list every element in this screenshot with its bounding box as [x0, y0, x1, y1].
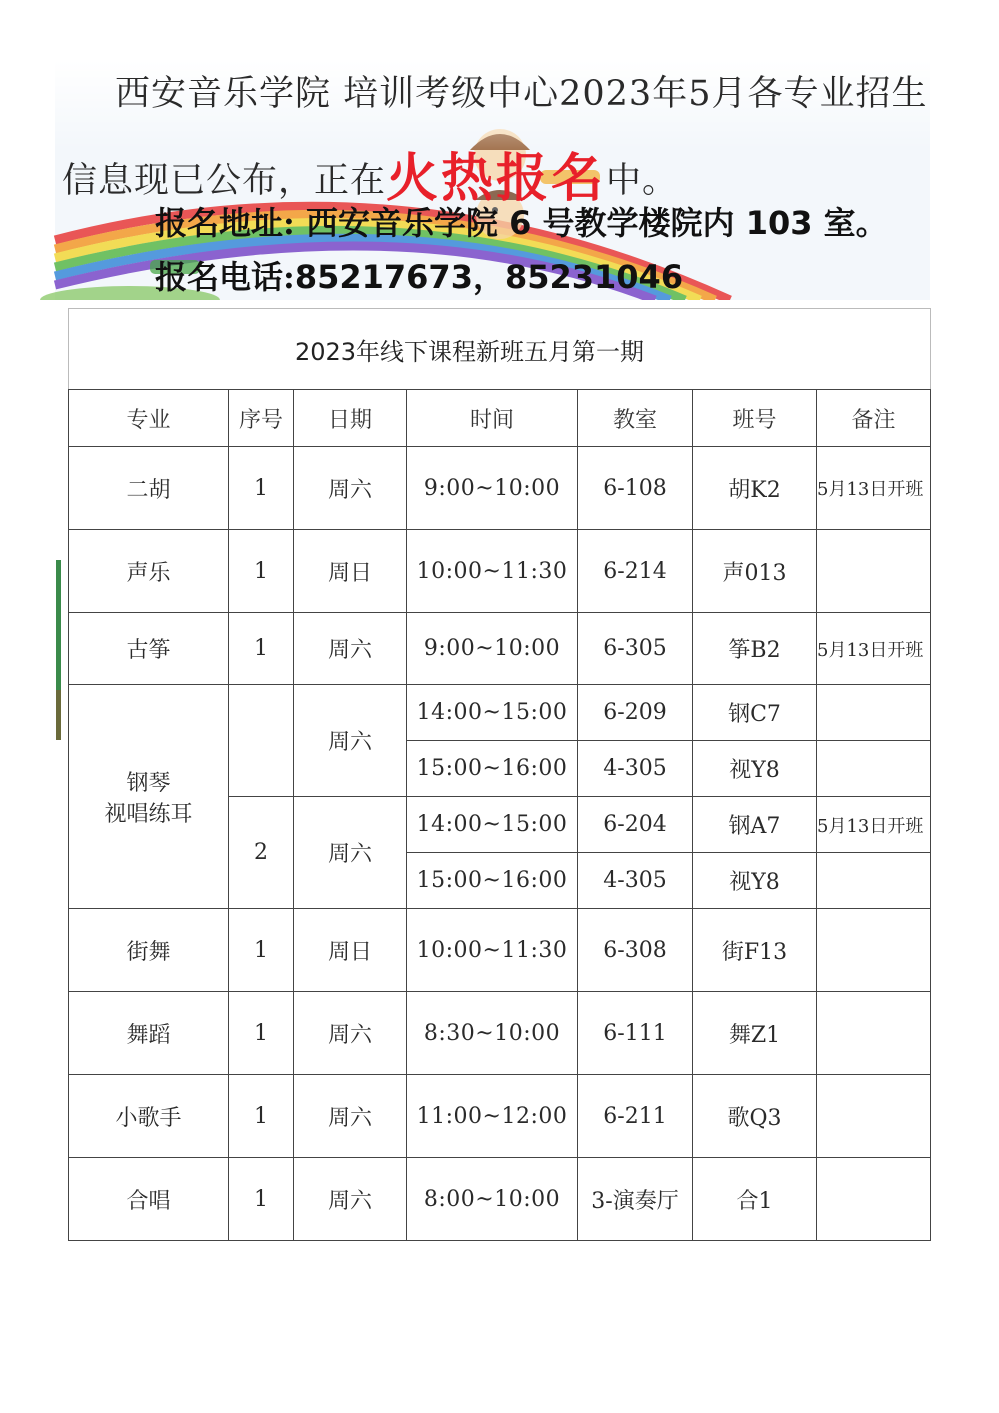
cell-room: 3-演奏厅 — [578, 1158, 693, 1241]
cell-seq: 1 — [229, 530, 294, 613]
cell-class: 视Y8 — [693, 741, 817, 797]
cell-room: 6-211 — [578, 1075, 693, 1158]
cell-major-piano — [69, 685, 229, 909]
cell-day: 周日 — [294, 530, 407, 613]
cell-seq: 1 — [229, 909, 294, 992]
cell-note — [817, 853, 931, 909]
cell-note — [817, 992, 931, 1075]
cell-class: 声013 — [693, 530, 817, 613]
address-room-number: 103 — [745, 204, 813, 242]
table-caption — [69, 309, 931, 390]
schedule-table — [68, 308, 931, 1241]
cell-note — [817, 530, 931, 613]
cell-time: 10:00~11:30 — [407, 909, 578, 992]
cell-note: 5月13日开班 — [817, 797, 931, 853]
cell-day: 周六 — [294, 1075, 407, 1158]
cell-note — [817, 909, 931, 992]
table-row — [69, 909, 931, 992]
header-day: 日期 — [294, 390, 407, 447]
registration-phone — [155, 252, 683, 298]
cell-note: 5月13日开班 — [817, 613, 931, 685]
cell-time: 8:30~10:00 — [407, 992, 578, 1075]
header-class: 班号 — [693, 390, 817, 447]
address-value-e: 室。 — [812, 204, 888, 242]
phone-label: 报名电话: — [155, 258, 295, 296]
table-header-row — [69, 390, 931, 447]
cell-class: 胡K2 — [693, 447, 817, 530]
cell-time: 15:00~16:00 — [407, 853, 578, 909]
cell-room: 6-214 — [578, 530, 693, 613]
cell-major: 小歌手 — [69, 1075, 229, 1158]
cell-class: 钢C7 — [693, 685, 817, 741]
cell-time: 9:00~10:00 — [407, 613, 578, 685]
cell-room: 6-209 — [578, 685, 693, 741]
cell-seq: 1 — [229, 992, 294, 1075]
table-row — [69, 992, 931, 1075]
cell-day: 周六 — [294, 685, 407, 797]
cell-time: 9:00~10:00 — [407, 447, 578, 530]
cell-day: 周六 — [294, 797, 407, 909]
registration-address — [155, 198, 888, 244]
cell-class: 街F13 — [693, 909, 817, 992]
cell-major: 街舞 — [69, 909, 229, 992]
cell-day: 周六 — [294, 992, 407, 1075]
cell-room: 4-305 — [578, 741, 693, 797]
piano-major-line-1: 钢琴 — [126, 770, 171, 796]
cell-major: 舞蹈 — [69, 992, 229, 1075]
cell-time: 14:00~15:00 — [407, 797, 578, 853]
header-note: 备注 — [817, 390, 931, 447]
cell-room: 6-308 — [578, 909, 693, 992]
cell-class: 视Y8 — [693, 853, 817, 909]
table-row — [69, 613, 931, 685]
cell-day: 周日 — [294, 909, 407, 992]
table-caption-text: 2023年线下课程新班五月第一期 — [294, 337, 645, 366]
cell-note — [817, 1158, 931, 1241]
cell-major: 古筝 — [69, 613, 229, 685]
cell-time: 10:00~11:30 — [407, 530, 578, 613]
cell-time: 14:00~15:00 — [407, 685, 578, 741]
header-seq: 序号 — [229, 390, 294, 447]
cell-class: 歌Q3 — [693, 1075, 817, 1158]
cell-room: 4-305 — [578, 853, 693, 909]
header-line-1: 西安音乐学院 培训考级中心2023年5月各专业招生 — [115, 74, 928, 114]
header-line-2-start: 信息现已公布，正在 — [62, 161, 387, 201]
table-row — [69, 530, 931, 613]
cell-day: 周六 — [294, 1158, 407, 1241]
cell-day: 周六 — [294, 613, 407, 685]
cell-room: 6-111 — [578, 992, 693, 1075]
header-banner — [0, 0, 999, 300]
header-time: 时间 — [407, 390, 578, 447]
header-major: 专业 — [69, 390, 229, 447]
address-value-a: 西安音乐学院 — [305, 204, 510, 242]
cell-class: 合1 — [693, 1158, 817, 1241]
address-value-c: 号教学楼院内 — [531, 204, 746, 242]
cell-time: 11:00~12:00 — [407, 1075, 578, 1158]
table-row — [69, 1075, 931, 1158]
table-row — [69, 685, 931, 741]
cell-note — [817, 741, 931, 797]
cell-class: 筝B2 — [693, 613, 817, 685]
header-line-2-end: 中。 — [606, 161, 679, 201]
table-row — [69, 447, 931, 530]
cell-seq: 1 — [229, 613, 294, 685]
piano-major-line-2: 视唱练耳 — [104, 801, 193, 827]
cell-seq: 1 — [229, 447, 294, 530]
left-edge-decoration-2 — [56, 690, 61, 740]
cell-room: 6-204 — [578, 797, 693, 853]
cell-room: 6-305 — [578, 613, 693, 685]
cell-note — [817, 685, 931, 741]
table-row — [69, 1158, 931, 1241]
cell-day: 周六 — [294, 447, 407, 530]
cell-class: 钢A7 — [693, 797, 817, 853]
cell-room: 6-108 — [578, 447, 693, 530]
header-room: 教室 — [578, 390, 693, 447]
highlight-text: 火热报名 — [386, 148, 607, 209]
address-building-number: 6 — [509, 204, 532, 242]
cell-seq: 1 — [229, 1158, 294, 1241]
cell-seq: 2 — [229, 797, 294, 909]
cell-major: 合唱 — [69, 1158, 229, 1241]
cell-note: 5月13日开班 — [817, 447, 931, 530]
cell-time: 8:00~10:00 — [407, 1158, 578, 1241]
phone-value: 85217673，85231046 — [294, 258, 684, 296]
cell-seq: 1 — [229, 1075, 294, 1158]
cell-seq — [229, 685, 294, 797]
cell-class: 舞Z1 — [693, 992, 817, 1075]
cell-time: 15:00~16:00 — [407, 741, 578, 797]
address-label: 报名地址: — [155, 204, 306, 242]
cell-major: 声乐 — [69, 530, 229, 613]
cell-major: 二胡 — [69, 447, 229, 530]
cell-note — [817, 1075, 931, 1158]
